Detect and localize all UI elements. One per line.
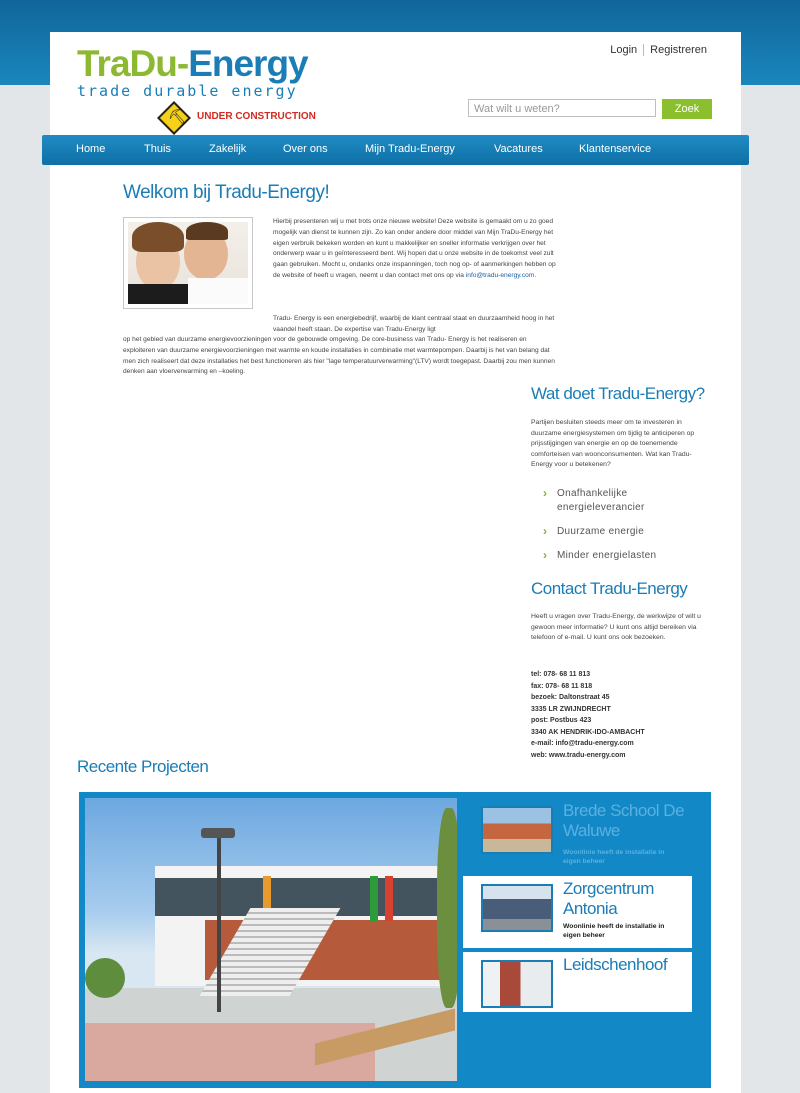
project-subtitle: Woonlinie heeft de installatie in eigen beheer: [563, 923, 665, 939]
intro-text: Hierbij presenteren wij u met trots onze nieuwe website! Deze website is gemaakt om u zo goed mogelijk van dienst te kunnen zijn. Zo kan onder andere door middel van Mijn TraDu-Energy het eigen verbruik bekeken worden en kunt u makkelijker en sneller informatie verkrijgen over het onderwerp waar u in geïnteresseerd bent. Wij hopen dat u onze website in de toekomst veel zult gaan gebruiken. Mocht u, ondanks onze inspanningen, toch nog op- of aanmerkingen hebben op de website of heeft u vragen, neemt u dan contact met ons op via: [273, 218, 556, 279]
project-card[interactable]: [463, 876, 692, 948]
project-card[interactable]: [463, 798, 692, 864]
nav-over-ons[interactable]: Over ons: [283, 143, 328, 155]
image-color-panel: [385, 876, 393, 921]
worker-icon: ⛏: [168, 108, 186, 124]
projects-heading: Recente Projecten: [77, 757, 209, 776]
welcome-heading: Welkom bij Tradu-Energy!: [123, 182, 330, 203]
contact-visit-city: 3335 LR ZWIJNDRECHT: [531, 705, 611, 713]
under-construction-label: UNDER CONSTRUCTION: [197, 111, 316, 122]
project-main-image[interactable]: [85, 798, 457, 1081]
image-tree: [437, 808, 457, 1008]
list-item-label: Minder energielasten: [557, 550, 657, 561]
intro-paragraph: Hierbij presenteren wij u met trots onze nieuwe website! Deze website is gemaakt om u zo goed mogelijk van dienst te kunnen zijn. Zo kan onder andere door middel van Mijn TraDu-Energy het eigen verbruik bekeken worden en kunt u makkelijker en sneller informatie verkrijgen over het onderwerp waar u in geïnteresseerd bent. Wij hopen dat u onze website in de toekomst veel zult gaan gebruiken. Mocht u, ondanks onze inspanningen, toch nog op- of aanmerkingen hebben op de website of heeft u vragen, neemt u dan contact met ons op via info@tradu-energy.com.: [273, 218, 556, 279]
contact-web[interactable]: web: www.tradu-energy.com: [531, 751, 626, 759]
nav-mijn-tradu-energy[interactable]: Mijn Tradu-Energy: [365, 143, 455, 155]
contact-fax: fax: 078- 68 11 818: [531, 682, 593, 690]
list-item[interactable]: [543, 549, 718, 563]
chevron-right-icon: ›: [543, 524, 548, 538]
project-thumbnail: [481, 884, 553, 932]
list-item[interactable]: [543, 487, 718, 515]
nav-vacatures[interactable]: Vacatures: [494, 143, 543, 155]
logo-wordmark: [77, 44, 308, 84]
list-item-label: Onafhankelijke energieleverancier: [557, 488, 645, 513]
project-thumbnail: [481, 960, 553, 1008]
contact-details: [531, 669, 645, 761]
search-bar: [468, 99, 713, 119]
contact-visit: bezoek: Daltonstraat 45: [531, 694, 610, 701]
contact-text: Heeft u vragen over Tradu-Energy, de werkwijze of wilt u gewoon meer informatie? U kunt ons altijd bereiken via telefoon of e-mail. U kunt ons ook bezoeken.: [531, 613, 701, 642]
project-thumbnail: [481, 806, 553, 854]
chevron-right-icon: ›: [543, 548, 548, 562]
logo-tagline: trade durable energy: [77, 82, 298, 100]
contact-email[interactable]: e-mail: info@tradu-energy.com: [531, 740, 634, 747]
project-title: Brede School De Waluwe: [563, 801, 685, 840]
page-container: [50, 32, 741, 1093]
search-button[interactable]: Zoek: [662, 99, 712, 119]
nav-klantenservice[interactable]: Klantenservice: [579, 143, 652, 155]
contact-post: post: Postbus 423: [531, 717, 592, 724]
project-title: Zorgcentrum Antonia: [563, 879, 654, 918]
logo-tradu: TraDu-: [77, 43, 189, 84]
nav-zakelijk[interactable]: Zakelijk: [209, 143, 247, 155]
login-link[interactable]: Login: [610, 44, 638, 56]
project-subtitle: Woonlinie heeft de installatie in eigen beheer: [563, 849, 665, 865]
what-heading: Wat doet Tradu-Energy?: [531, 384, 705, 403]
logo[interactable]: [77, 44, 308, 100]
man-shirt: [188, 278, 248, 304]
about-paragraph-start: Tradu- Energy is een energiebedrijf, waarbij de klant centraal staat en duurzaamheid hoog in het vaandel heeft staan. De expertise van Tradu-Energy ligt: [273, 315, 555, 333]
account-links: [610, 44, 707, 56]
list-item[interactable]: [543, 525, 718, 539]
main-nav: [42, 135, 749, 165]
projects-slider: [79, 792, 711, 1088]
logo-energy: Energy: [188, 43, 308, 84]
list-item-label: Duurzame energie: [557, 526, 645, 537]
man-hair: [186, 222, 228, 240]
woman-top: [128, 284, 188, 304]
nav-thuis[interactable]: Thuis: [144, 143, 171, 155]
register-link[interactable]: Registreren: [650, 44, 707, 56]
about-paragraph: op het gebied van duurzame energievoorzieningen voor de gebouwde omgeving. De core-business van Tradu- Energy is het realiseren en exploiteren van duurzame energievoorzieningen met warmte en koude installaties in combinatie met warmtepompen. Daarbij is het van belang dat men zich realiseert dat deze installaties het best functioneren als hier "lage temperatuurverwarming"(LTV) wordt toegepast. Daarbij zou men kunnen denken aan vloerverwarming en –koeling.: [123, 336, 555, 376]
what-text: Partijen besluiten steeds meer om te investeren in duurzame energiesystemen om tijdig te anticiperen op prijsstijgingen van energie en op de toenemende comforteisen van woonconsumenten. Wat kan Tradu-Energy voor u betekenen?: [531, 419, 695, 469]
woman-hair: [132, 222, 184, 252]
image-tree: [85, 958, 125, 998]
search-input[interactable]: Wat wilt u weten?: [468, 99, 656, 117]
project-title: Leidschenhoof: [563, 955, 668, 974]
divider: [643, 44, 644, 56]
contact-phone: tel: 078- 68 11 813: [531, 671, 591, 678]
project-card[interactable]: [463, 952, 692, 1012]
contact-post-city: 3340 AK HENDRIK-IDO-AMBACHT: [531, 728, 645, 736]
under-construction-badge: [160, 104, 320, 132]
welcome-photo: [123, 217, 253, 309]
email-link[interactable]: info@tradu-energy.com: [465, 271, 535, 279]
benefits-list: [543, 487, 718, 573]
chevron-right-icon: ›: [543, 486, 548, 500]
image-color-panel: [370, 876, 378, 921]
image-lamp-head: [201, 828, 235, 838]
image-lamppost: [217, 832, 221, 1012]
contact-heading: Contact Tradu-Energy: [531, 579, 688, 598]
nav-home[interactable]: Home: [76, 143, 106, 155]
